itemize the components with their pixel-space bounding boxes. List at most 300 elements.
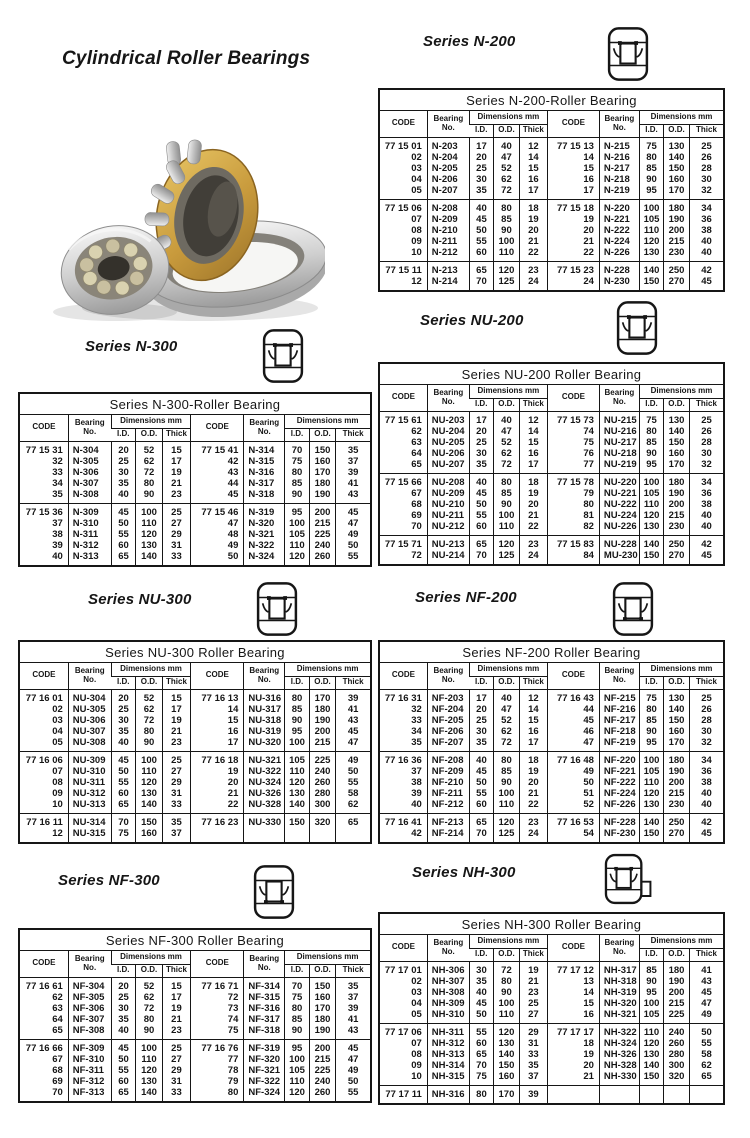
header-row — [379, 935, 724, 949]
code-cell: 77 16 18 — [191, 751, 244, 766]
bearing-no-cell: NF-211 — [427, 788, 469, 799]
outer-diameter-cell: 260 — [309, 777, 335, 788]
thickness-cell: 27 — [519, 1009, 547, 1024]
bearing-no-cell: N-210 — [427, 225, 469, 236]
code-cell: 16 — [547, 1009, 599, 1024]
inner-diameter-cell: 70 — [469, 1060, 493, 1071]
table-row — [19, 518, 371, 529]
inner-diameter-cell: 25 — [469, 163, 493, 174]
code-cell: 77 16 61 — [19, 977, 68, 992]
code-cell: 44 — [191, 478, 244, 489]
inner-diameter-cell: 65 — [469, 261, 493, 276]
thickness-cell: 43 — [689, 976, 724, 987]
thickness-cell: 29 — [162, 529, 191, 540]
bearing-no-cell: NH-324 — [599, 1038, 639, 1049]
thickness-cell: 22 — [519, 521, 547, 536]
bearing-no-cell: NF-314 — [244, 977, 285, 992]
outer-diameter-cell: 90 — [494, 987, 520, 998]
bearing-no-cell: NH-315 — [427, 1071, 469, 1086]
inner-diameter-cell: 40 — [469, 473, 493, 488]
bearing-no-cell — [244, 828, 285, 843]
bearing-no-cell: N-219 — [599, 185, 639, 200]
thickness-cell: 15 — [162, 441, 191, 456]
table-row — [379, 1049, 724, 1060]
thickness-cell: 17 — [162, 992, 191, 1003]
outer-diameter-cell: 225 — [309, 751, 335, 766]
column-header-thick: Thick — [162, 964, 191, 977]
outer-diameter-cell: 270 — [664, 550, 690, 565]
outer-diameter-cell: 160 — [309, 992, 335, 1003]
inner-diameter-cell: 45 — [469, 488, 493, 499]
outer-diameter-cell: 260 — [309, 1087, 335, 1102]
thickness-cell: 65 — [689, 1071, 724, 1086]
outer-diameter-cell: 130 — [136, 540, 162, 551]
code-cell: 42 — [191, 456, 244, 467]
outer-diameter-cell: 40 — [494, 689, 520, 704]
code-cell: 68 — [52, 1064, 63, 1076]
outer-diameter-cell: 140 — [664, 152, 690, 163]
thickness-cell: 30 — [689, 448, 724, 459]
column-header-id: I.D. — [639, 948, 663, 961]
outer-diameter-cell: 190 — [664, 976, 690, 987]
bearing-no-cell: N-224 — [599, 236, 639, 247]
bearing-no-cell: NF-306 — [68, 1003, 111, 1014]
bearing-no-cell: NU-304 — [68, 689, 111, 704]
inner-diameter-cell: 40 — [469, 987, 493, 998]
outer-diameter-cell: 120 — [494, 535, 520, 550]
bearing-no-cell: NU-224 — [599, 510, 639, 521]
bearing-no-cell: NF-313 — [68, 1087, 111, 1102]
table-row — [19, 751, 371, 766]
thickness-cell: 17 — [519, 737, 547, 752]
inner-diameter-cell: 55 — [469, 788, 493, 799]
column-header-dimensions: Dimensions mm — [469, 385, 547, 399]
column-header-id: I.D. — [469, 676, 493, 689]
code-cell: 09 — [52, 787, 63, 799]
bearing-no-cell: NH-321 — [599, 1009, 639, 1024]
outer-diameter-cell: 190 — [664, 214, 690, 225]
inner-diameter-cell: 75 — [469, 1071, 493, 1086]
bearing-no-cell: N-309 — [68, 503, 111, 518]
thickness-cell: 29 — [162, 777, 191, 788]
bearing-no-cell: NH-316 — [427, 1085, 469, 1104]
outer-diameter-cell: 225 — [309, 1065, 335, 1076]
bearing-no-cell: N-230 — [599, 276, 639, 291]
thickness-cell: 55 — [336, 551, 371, 566]
code-cell: 20 — [547, 1060, 599, 1071]
outer-diameter-cell: 280 — [664, 1049, 690, 1060]
outer-diameter-cell: 62 — [136, 704, 162, 715]
bearing-no-cell: NH-306 — [427, 961, 469, 976]
column-header-od: O.D. — [494, 676, 520, 689]
code-cell: 77 16 43 — [547, 689, 599, 704]
code-cell: 48 — [191, 529, 244, 540]
column-header-id: I.D. — [639, 124, 663, 137]
code-cell: 72 — [411, 549, 422, 561]
code-cell: 77 16 06 — [19, 751, 68, 766]
column-header-bearing-no: Bearing No. — [427, 663, 469, 690]
thickness-cell: 15 — [519, 437, 547, 448]
bearing-no-cell: N-315 — [244, 456, 285, 467]
thickness-cell: 34 — [689, 473, 724, 488]
bearing-no-cell: N-318 — [244, 489, 285, 504]
code-cell: 45 — [547, 715, 599, 726]
code-cell: 05 — [411, 184, 422, 196]
outer-diameter-cell: 80 — [494, 473, 520, 488]
code-cell: 08 — [411, 224, 422, 236]
outer-diameter-cell: 85 — [494, 214, 520, 225]
outer-diameter-cell: 150 — [494, 1060, 520, 1071]
outer-diameter-cell: 125 — [494, 550, 520, 565]
inner-diameter-cell: 70 — [285, 441, 310, 456]
table-series-nf300 — [18, 928, 372, 1103]
table-series-nu300 — [18, 640, 372, 844]
code-cell: 05 — [411, 1008, 422, 1020]
code-cell: 12 — [411, 275, 422, 287]
code-cell: 77 16 01 — [19, 689, 68, 704]
table-title-row — [19, 641, 371, 663]
thickness-cell: 45 — [689, 828, 724, 843]
bearing-no-cell: NU-211 — [427, 510, 469, 521]
table-row — [379, 499, 724, 510]
thickness-cell: 43 — [336, 489, 371, 504]
inner-diameter-cell: 30 — [469, 961, 493, 976]
inner-diameter-cell: 90 — [285, 489, 310, 504]
thickness-cell: 36 — [689, 766, 724, 777]
outer-diameter-cell: 170 — [494, 1085, 520, 1104]
inner-diameter-cell: 105 — [285, 529, 310, 540]
outer-diameter-cell: 52 — [494, 163, 520, 174]
code-cell: 33 — [52, 466, 63, 478]
column-header-od: O.D. — [309, 428, 335, 441]
code-cell: 17 — [191, 737, 244, 752]
table-row — [19, 726, 371, 737]
outer-diameter-cell: 240 — [309, 540, 335, 551]
thickness-cell: 22 — [519, 247, 547, 262]
table-row — [379, 137, 724, 152]
inner-diameter-cell: 50 — [469, 1009, 493, 1024]
inner-diameter-cell: 105 — [285, 1065, 310, 1076]
bearing-no-cell: NU-210 — [427, 499, 469, 510]
outer-diameter-cell: 200 — [309, 726, 335, 737]
code-cell — [191, 828, 244, 843]
thickness-cell: 34 — [689, 751, 724, 766]
table-title: Series NU-300 Roller Bearing — [19, 641, 371, 663]
inner-diameter-cell: 85 — [639, 715, 663, 726]
inner-diameter-cell: 75 — [639, 137, 663, 152]
table-row — [19, 977, 371, 992]
table-series-n200 — [378, 88, 725, 292]
thickness-cell: 23 — [162, 1025, 191, 1040]
code-cell: 77 16 41 — [379, 813, 427, 828]
thickness-cell: 29 — [519, 1023, 547, 1038]
thickness-cell: 21 — [162, 478, 191, 489]
table-row — [379, 998, 724, 1009]
bearing-no-cell: NF-305 — [68, 992, 111, 1003]
column-header-thick: Thick — [162, 676, 191, 689]
inner-diameter-cell: 25 — [469, 437, 493, 448]
outer-diameter-cell: 90 — [136, 737, 162, 752]
code-cell: 33 — [411, 714, 422, 726]
thickness-cell: 58 — [689, 1049, 724, 1060]
code-cell: 10 — [411, 1070, 422, 1082]
outer-diameter-cell: 240 — [664, 1023, 690, 1038]
code-cell: 07 — [411, 1037, 422, 1049]
outer-diameter-cell: 80 — [136, 478, 162, 489]
outer-diameter-cell: 180 — [664, 961, 690, 976]
table-row — [19, 1054, 371, 1065]
table-row — [379, 1060, 724, 1071]
inner-diameter-cell: 55 — [469, 1023, 493, 1038]
outer-diameter-cell: 160 — [664, 448, 690, 459]
bearing-no-cell: NU-330 — [244, 813, 285, 828]
roller-bearing-table-nu300 — [18, 640, 372, 844]
thickness-cell: 35 — [336, 441, 371, 456]
thickness-cell: 31 — [162, 540, 191, 551]
inner-diameter-cell: 100 — [639, 751, 663, 766]
column-header-code: CODE — [547, 935, 599, 962]
table-row — [379, 535, 724, 550]
table-row — [379, 437, 724, 448]
inner-diameter-cell: 100 — [639, 998, 663, 1009]
column-header-id: I.D. — [111, 964, 136, 977]
column-header-dimensions: Dimensions mm — [111, 663, 191, 677]
outer-diameter-cell: 62 — [136, 992, 162, 1003]
outer-diameter-cell: 230 — [664, 247, 690, 262]
column-header-od: O.D. — [664, 124, 690, 137]
column-header-bearing-no: Bearing No. — [427, 111, 469, 138]
thickness-cell: 19 — [519, 214, 547, 225]
code-cell: 04 — [411, 173, 422, 185]
code-cell: 04 — [411, 997, 422, 1009]
table-row — [379, 737, 724, 752]
bearing-no-cell: N-228 — [599, 261, 639, 276]
thickness-cell: 12 — [519, 137, 547, 152]
table-row — [379, 411, 724, 426]
bearing-no-cell: NH-312 — [427, 1038, 469, 1049]
bearing-no-cell: N-322 — [244, 540, 285, 551]
inner-diameter-cell: 110 — [639, 1023, 663, 1038]
code-cell: 77 17 12 — [547, 961, 599, 976]
thickness-cell: 21 — [162, 726, 191, 737]
bearing-no-cell: NH-307 — [427, 976, 469, 987]
outer-diameter-cell: 120 — [136, 777, 162, 788]
inner-diameter-cell: 17 — [469, 137, 493, 152]
outer-diameter-cell: 300 — [309, 799, 335, 814]
series-title-nf300: Series NF-300 — [58, 872, 160, 889]
column-header-code: CODE — [191, 663, 244, 690]
bearing-cross-section-icon — [253, 864, 295, 920]
bearing-no-cell: NF-320 — [244, 1054, 285, 1065]
inner-diameter-cell: 20 — [469, 704, 493, 715]
table-row — [379, 185, 724, 200]
inner-diameter-cell: 100 — [639, 199, 663, 214]
outer-diameter-cell: 72 — [136, 715, 162, 726]
outer-diameter-cell: 150 — [309, 441, 335, 456]
thickness-cell — [336, 828, 371, 843]
thickness-cell: 47 — [336, 1054, 371, 1065]
code-cell: 69 — [52, 1075, 63, 1087]
table-row — [379, 261, 724, 276]
thickness-cell: 47 — [689, 998, 724, 1009]
code-cell: 62 — [411, 425, 422, 437]
bearings-photo — [35, 120, 325, 325]
thickness-cell: 28 — [689, 163, 724, 174]
outer-diameter-cell: 150 — [664, 163, 690, 174]
outer-diameter-cell: 150 — [309, 977, 335, 992]
table-row — [19, 715, 371, 726]
bearing-no-cell: NF-309 — [68, 1039, 111, 1054]
outer-diameter-cell: 72 — [494, 961, 520, 976]
outer-diameter-cell: 62 — [494, 448, 520, 459]
table-series-nf200 — [378, 640, 725, 844]
code-cell: 39 — [52, 539, 63, 551]
thickness-cell: 16 — [519, 174, 547, 185]
outer-diameter-cell: 180 — [309, 704, 335, 715]
thickness-cell: 37 — [336, 992, 371, 1003]
code-cell: 43 — [191, 467, 244, 478]
column-header-thick: Thick — [336, 964, 371, 977]
thickness-cell: 29 — [162, 1065, 191, 1076]
thickness-cell: 17 — [162, 704, 191, 715]
column-header-code: CODE — [379, 111, 427, 138]
outer-diameter-cell: 85 — [494, 766, 520, 777]
code-cell: 42 — [411, 827, 422, 839]
inner-diameter-cell: 17 — [469, 411, 493, 426]
outer-diameter-cell: 160 — [664, 174, 690, 185]
outer-diameter-cell: 120 — [494, 261, 520, 276]
thickness-cell: 15 — [162, 689, 191, 704]
inner-diameter-cell: 50 — [469, 225, 493, 236]
bearing-no-cell: N-321 — [244, 529, 285, 540]
bearing-no-cell: N-222 — [599, 225, 639, 236]
column-header-code: CODE — [547, 663, 599, 690]
thickness-cell — [689, 1085, 724, 1104]
code-cell: 17 — [547, 185, 599, 200]
thickness-cell: 42 — [689, 261, 724, 276]
header-row — [19, 663, 371, 677]
bearing-no-cell: NH-328 — [599, 1060, 639, 1071]
thickness-cell: 21 — [519, 236, 547, 247]
code-cell: 09 — [411, 1059, 422, 1071]
bearing-cross-section-glyph — [616, 300, 658, 356]
table-row — [19, 992, 371, 1003]
code-cell: 08 — [52, 776, 63, 788]
table-row — [379, 225, 724, 236]
code-cell: 77 17 01 — [379, 961, 427, 976]
inner-diameter-cell: 40 — [469, 199, 493, 214]
column-header-bearing-no: Bearing No. — [244, 415, 285, 442]
thickness-cell: 41 — [336, 478, 371, 489]
thickness-cell: 49 — [336, 1065, 371, 1076]
outer-diameter-cell: 62 — [494, 726, 520, 737]
code-cell: 34 — [52, 477, 63, 489]
thickness-cell: 19 — [519, 961, 547, 976]
outer-diameter-cell: 90 — [494, 499, 520, 510]
outer-diameter-cell: 125 — [494, 276, 520, 291]
thickness-cell: 14 — [519, 152, 547, 163]
thickness-cell: 26 — [689, 704, 724, 715]
bearing-no-cell: NH-317 — [599, 961, 639, 976]
inner-diameter-cell: 90 — [285, 715, 310, 726]
column-header-od: O.D. — [136, 964, 162, 977]
thickness-cell: 28 — [689, 715, 724, 726]
thickness-cell: 19 — [162, 1003, 191, 1014]
outer-diameter-cell: 240 — [309, 766, 335, 777]
thickness-cell: 40 — [689, 799, 724, 814]
bearing-no-cell: N-305 — [68, 456, 111, 467]
inner-diameter-cell: 35 — [111, 726, 136, 737]
thickness-cell: 33 — [162, 799, 191, 814]
table-row — [19, 1076, 371, 1087]
inner-diameter-cell: 110 — [285, 540, 310, 551]
outer-diameter-cell: 170 — [309, 689, 335, 704]
outer-diameter-cell: 90 — [136, 1025, 162, 1040]
code-cell: 12 — [52, 827, 63, 839]
roller-bearing-table-nu200 — [378, 362, 725, 566]
roller-bearing-table-nf300 — [18, 928, 372, 1103]
thickness-cell: 47 — [336, 737, 371, 752]
bearing-no-cell: NH-314 — [427, 1060, 469, 1071]
thickness-cell: 35 — [519, 1060, 547, 1071]
table-row — [379, 828, 724, 843]
bearing-no-cell: NU-206 — [427, 448, 469, 459]
outer-diameter-cell: 120 — [136, 529, 162, 540]
thickness-cell: 45 — [336, 1039, 371, 1054]
outer-diameter-cell: 170 — [309, 467, 335, 478]
table-row — [379, 961, 724, 976]
bearing-no-cell: NU-207 — [427, 459, 469, 474]
table-row — [19, 704, 371, 715]
outer-diameter-cell: 200 — [664, 499, 690, 510]
inner-diameter-cell: 140 — [639, 1060, 663, 1071]
outer-diameter-cell: 100 — [494, 510, 520, 521]
bearing-no-cell: NU-221 — [599, 488, 639, 499]
bearing-no-cell: NU-309 — [68, 751, 111, 766]
inner-diameter-cell: 95 — [639, 737, 663, 752]
thickness-cell: 23 — [162, 489, 191, 504]
column-header-dimensions: Dimensions mm — [469, 935, 547, 949]
inner-diameter-cell: 50 — [469, 777, 493, 788]
code-cell: 82 — [547, 521, 599, 536]
bearing-no-cell: NH-309 — [427, 998, 469, 1009]
bearing-no-cell: N-203 — [427, 137, 469, 152]
inner-diameter-cell: 30 — [111, 1003, 136, 1014]
thickness-cell: 17 — [519, 459, 547, 474]
outer-diameter-cell: 140 — [664, 426, 690, 437]
table-row — [19, 529, 371, 540]
thickness-cell: 27 — [162, 1054, 191, 1065]
outer-diameter-cell: 250 — [664, 261, 690, 276]
bearing-cross-section-glyph — [253, 864, 295, 920]
thickness-cell: 47 — [336, 518, 371, 529]
bearing-no-cell: NU-218 — [599, 448, 639, 459]
series-title-nu200: Series NU-200 — [420, 312, 524, 329]
code-cell: 67 — [411, 487, 422, 499]
bearing-no-cell: N-215 — [599, 137, 639, 152]
code-cell: 77 16 23 — [191, 813, 244, 828]
bearing-no-cell: NF-319 — [244, 1039, 285, 1054]
table-row — [379, 788, 724, 799]
inner-diameter-cell: 90 — [639, 726, 663, 737]
thickness-cell: 23 — [519, 535, 547, 550]
inner-diameter-cell: 120 — [285, 1087, 310, 1102]
roller-bearing-table-nf200 — [378, 640, 725, 844]
code-cell: 77 15 36 — [19, 503, 68, 518]
table-row — [379, 276, 724, 291]
thickness-cell: 30 — [689, 174, 724, 185]
code-cell: 77 15 41 — [191, 441, 244, 456]
